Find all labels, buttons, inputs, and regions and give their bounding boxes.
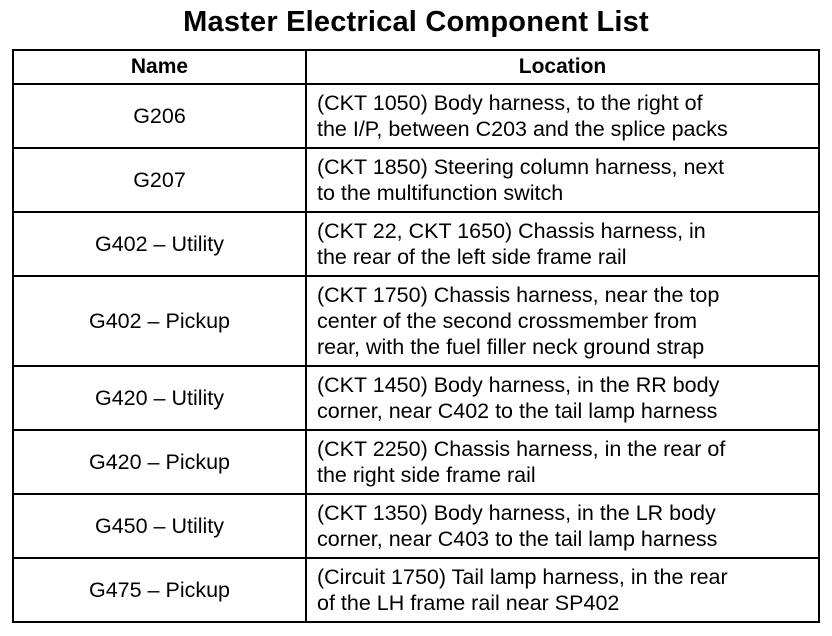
component-name: G206 xyxy=(13,84,306,148)
table-row xyxy=(13,276,819,366)
component-name: G207 xyxy=(13,148,306,212)
location-line: the rear of the left side frame rail xyxy=(317,245,627,269)
component-location xyxy=(306,148,819,212)
location-line: (CKT 2250) Chassis harness, in the rear of xyxy=(317,437,726,461)
table-row xyxy=(13,366,819,430)
table-row xyxy=(13,430,819,494)
table-row xyxy=(13,84,819,148)
component-location xyxy=(306,212,819,276)
column-header-location: Location xyxy=(306,50,819,84)
location-line: (CKT 22, CKT 1650) Chassis harness, in xyxy=(317,219,706,243)
component-name: G402 – Pickup xyxy=(13,276,306,366)
location-line: of the LH frame rail near SP402 xyxy=(317,591,620,615)
location-line: (CKT 1850) Steering column harness, next xyxy=(317,155,725,179)
component-name: G420 – Utility xyxy=(13,366,306,430)
table-row xyxy=(13,212,819,276)
location-line: (Circuit 1750) Tail lamp harness, in the rear xyxy=(317,565,728,589)
location-line: corner, near C403 to the tail lamp harness xyxy=(317,527,718,551)
table-row xyxy=(13,558,819,622)
location-line: center of the second crossmember from xyxy=(317,309,697,333)
column-header-name: Name xyxy=(13,50,306,84)
table-header-row xyxy=(13,50,819,84)
location-line: rear, with the fuel filler neck ground strap xyxy=(317,335,705,359)
component-location xyxy=(306,558,819,622)
component-name: G475 – Pickup xyxy=(13,558,306,622)
table-row xyxy=(13,494,819,558)
component-table xyxy=(12,49,820,623)
component-location xyxy=(306,430,819,494)
component-name: G402 – Utility xyxy=(13,212,306,276)
component-location xyxy=(306,366,819,430)
table-row xyxy=(13,148,819,212)
location-line: (CKT 1750) Chassis harness, near the top xyxy=(317,283,720,307)
location-line: (CKT 1450) Body harness, in the RR body xyxy=(317,373,720,397)
component-location xyxy=(306,494,819,558)
component-location xyxy=(306,276,819,366)
location-line: corner, near C402 to the tail lamp harness xyxy=(317,399,718,423)
component-name: G450 – Utility xyxy=(13,494,306,558)
location-line: to the multifunction switch xyxy=(317,181,564,205)
component-location xyxy=(306,84,819,148)
component-name: G420 – Pickup xyxy=(13,430,306,494)
location-line: the I/P, between C203 and the splice packs xyxy=(317,117,728,141)
location-line: (CKT 1050) Body harness, to the right of xyxy=(317,91,703,115)
page-title: Master Electrical Component List xyxy=(183,6,649,38)
location-line: (CKT 1350) Body harness, in the LR body xyxy=(317,501,716,525)
location-line: the right side frame rail xyxy=(317,463,536,487)
